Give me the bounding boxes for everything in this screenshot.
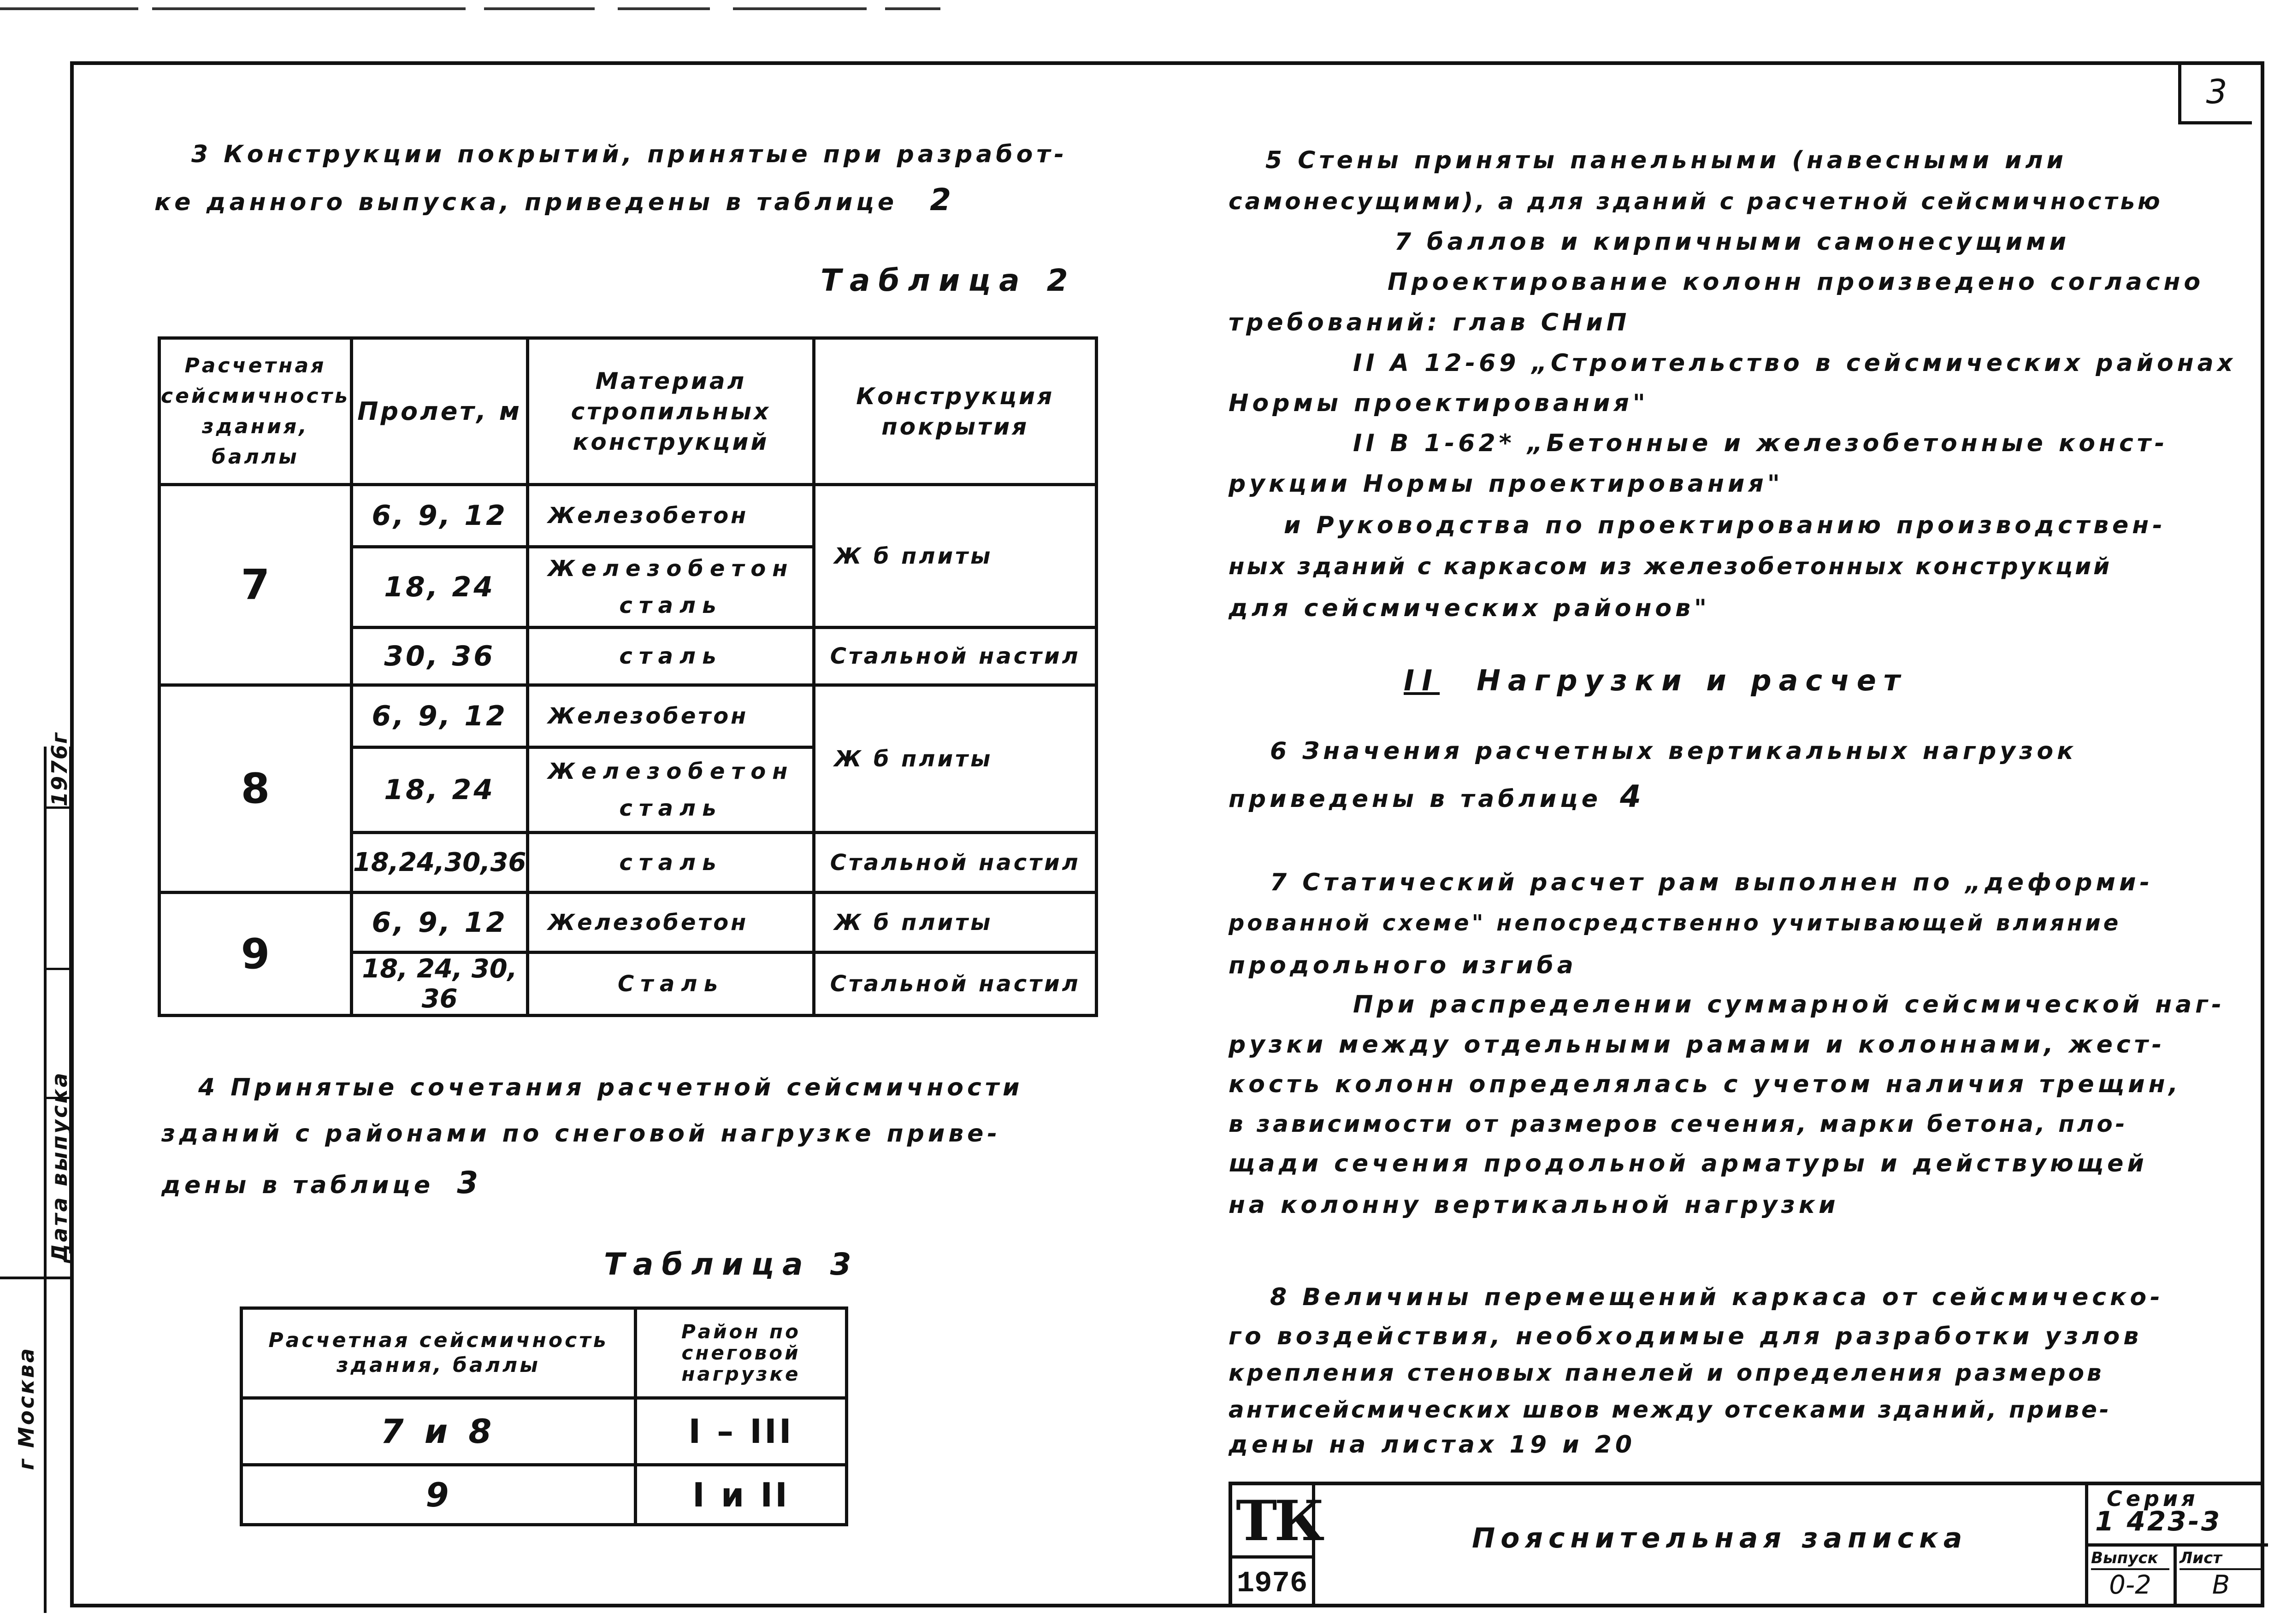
- divider: [2088, 1543, 2268, 1547]
- table-2-material: сталь: [528, 833, 814, 893]
- table-2-cover: Ж б плиты: [814, 893, 1097, 953]
- paragraph-8-line-1: 8 Величины перемещений каркаса от сейсмическо-: [1270, 1283, 2164, 1311]
- table-2-material: Железобетон: [528, 485, 814, 547]
- table-3: [240, 1306, 848, 1526]
- strip-border: [44, 968, 71, 970]
- paragraph-5-line-3: 7 баллов и кирпичными самонесущими: [1394, 228, 2070, 256]
- paragraph-7-line-7: в зависимости от размеров сечения, марки бетона, пло-: [1229, 1111, 2128, 1137]
- paragraph-7-line-1: 7 Статический расчет рам выполнен по „деформи-: [1270, 869, 2154, 896]
- table-2-caption: Таблица 2: [821, 263, 1076, 298]
- table-reference: 2: [930, 182, 951, 218]
- paragraph-4-line-2: зданий с районами по снеговой нагрузке приве-: [161, 1120, 1001, 1147]
- table-2-material: Железобетон: [528, 685, 814, 747]
- paragraph-6-line-1: 6 Значения расчетных вертикальных нагрузок: [1270, 737, 2077, 765]
- document-title: Пояснительная записка: [1472, 1522, 1968, 1554]
- table-2-span: 18, 24: [351, 747, 528, 833]
- table-2-material: Железобетон сталь: [528, 547, 814, 628]
- table-2-material: Сталь: [528, 953, 814, 1016]
- table-2-cover: Ж б плиты: [814, 685, 1097, 833]
- strip-border: [44, 747, 47, 1613]
- table-3-caption: Таблица 3: [604, 1247, 860, 1282]
- paragraph-7-line-3: продольного изгиба: [1229, 952, 1577, 979]
- title-block-series-cell: [2085, 1485, 2268, 1607]
- stamp-year: 1976: [1232, 1555, 1312, 1609]
- paragraph-6-line-2: приведены в таблице 4: [1229, 779, 1641, 814]
- strip-border: [0, 1277, 72, 1279]
- tk-logo: ТК: [1236, 1489, 1322, 1553]
- paragraph-5-line-11: ных зданий с каркасом из железобетонных конструкций: [1229, 553, 2112, 580]
- top-border-dash: [0, 7, 138, 10]
- sheet-label: Лист: [2180, 1549, 2222, 1567]
- table-2-span: 18, 24: [351, 547, 528, 628]
- paragraph-5-line-5: требований: глав СНиП: [1229, 309, 1630, 336]
- side-registration-strip: [0, 731, 83, 1613]
- table-2-cover: Стальной настил: [814, 953, 1097, 1016]
- table-2-score-7: 7: [159, 485, 352, 685]
- table-2-span: 18, 24, 30, 36: [351, 953, 528, 1016]
- table-2-cover: Ж б плиты: [814, 485, 1097, 628]
- table-2-cover: Стальной настил: [814, 628, 1097, 685]
- table-2-material: Железобетон сталь: [528, 747, 814, 833]
- table-2-span: 30, 36: [351, 628, 528, 685]
- paragraph-5-line-8: II В 1-62* „Бетонные и железобетонные конст-: [1353, 430, 2168, 457]
- paragraph-7-line-8: щади сечения продольной арматуры и действующей: [1229, 1150, 2148, 1177]
- city: г Москва: [14, 1346, 39, 1470]
- paragraph-5-line-1: 5 Стены приняты панельными (навесными или: [1265, 147, 2067, 174]
- top-border-dash: [618, 7, 710, 10]
- table-2-score-8: 8: [159, 685, 352, 893]
- series-label: Серия: [2107, 1486, 2199, 1511]
- table-2-span: 6, 9, 12: [351, 893, 528, 953]
- paragraph-8-line-4: антисейсмических швов между отсеками зданий, приве-: [1229, 1396, 2111, 1423]
- table-3-region: I – III: [635, 1398, 846, 1465]
- paragraph-7-line-9: на колонну вертикальной нагрузки: [1229, 1191, 1839, 1219]
- table-2-header-cover: Конструкция покрытия: [814, 338, 1097, 485]
- table-2-cover: Стальной настил: [814, 833, 1097, 893]
- table-reference: 3: [457, 1165, 478, 1200]
- paragraph-3-line-2: ке данного выпуска, приведены в таблице 2: [154, 182, 951, 218]
- paragraph-7-line-4: При распределении суммарной сейсмической наг-: [1353, 991, 2225, 1018]
- paragraph-3-line-1: 3 Конструкции покрытий, принятые при разработ-: [191, 141, 1068, 168]
- table-3-header-seismic: Расчетная сейсмичность здания, баллы: [242, 1308, 636, 1398]
- paragraph-7-line-2: рованной схеме" непосредственно учитывающей влияние: [1229, 910, 2121, 936]
- table-2-header-seismic: Расчетная сейсмичность здания, баллы: [159, 338, 352, 485]
- table-3-region: I и II: [635, 1465, 846, 1525]
- strip-border: [44, 806, 71, 809]
- paragraph-8-line-2: го воздействия, необходимые для разработки узлов: [1229, 1323, 2143, 1350]
- top-border-dash: [484, 7, 595, 10]
- table-2-material: сталь: [528, 628, 814, 685]
- table-2-header-span: Пролет, м: [351, 338, 528, 485]
- table-3-score: 7 и 8: [242, 1398, 636, 1465]
- section-heading: II Нагрузки и расчет: [1404, 664, 1908, 697]
- top-border-dash: [885, 7, 940, 10]
- table-3-header-region: Район по снеговой нагрузке: [635, 1308, 846, 1398]
- divider: [2174, 1543, 2177, 1607]
- sheet-value: В: [2180, 1568, 2262, 1600]
- issue-label: Выпуск: [2091, 1549, 2158, 1567]
- top-border-dash: [152, 7, 466, 10]
- paragraph-7-line-6: кость колонн определялась с учетом наличия трещин,: [1229, 1071, 2182, 1098]
- paragraph-8-line-5: дены на листах 19 и 20: [1229, 1431, 1636, 1459]
- table-2-header-material: Материал стропильных конструкций: [528, 338, 814, 485]
- sheet-number: 3: [2178, 65, 2252, 124]
- paragraph-5-line-9: рукции Нормы проектирования": [1229, 470, 1784, 498]
- paragraph-8-line-3: крепления стеновых панелей и определения размеров: [1229, 1359, 2104, 1386]
- release-date-label: Дата выпуска: [47, 1071, 72, 1263]
- table-3-score: 9: [242, 1465, 636, 1525]
- paragraph-5-line-2: самонесущими), а для зданий с расчетной сейсмичностью: [1229, 188, 2163, 215]
- paragraph-5-line-10: и Руководства по проектированию производствен-: [1284, 512, 2166, 539]
- title-block: [1229, 1482, 2264, 1607]
- top-border-dash: [733, 7, 867, 10]
- table-2-span: 6, 9, 12: [351, 485, 528, 547]
- table-2-material: Железобетон: [528, 893, 814, 953]
- paragraph-5-line-12: для сейсмических районов": [1229, 594, 1711, 622]
- title-block-logo-cell: [1232, 1485, 1322, 1607]
- table-2-span: 6, 9, 12: [351, 685, 528, 747]
- table-2: [158, 336, 1098, 1017]
- release-year: 1976г: [47, 731, 72, 806]
- table-2-span: 18,24,30,36: [351, 833, 528, 893]
- paragraph-5-line-7: Нормы проектирования": [1229, 389, 1649, 417]
- table-reference: 4: [1619, 779, 1641, 814]
- series-value: 1 423-3: [2095, 1506, 2222, 1537]
- issue-value: 0-2: [2091, 1568, 2169, 1600]
- table-2-score-9: 9: [159, 893, 352, 1016]
- paragraph-5-line-4: Проектирование колонн произведено согласно: [1388, 268, 2204, 296]
- paragraph-4-line-1: 4 Принятые сочетания расчетной сейсмичности: [198, 1074, 1023, 1101]
- paragraph-5-line-6: II А 12-69 „Строительство в сейсмических районах: [1353, 349, 2237, 377]
- paragraph-7-line-5: рузки между отдельными рамами и колоннами, жест-: [1229, 1031, 2166, 1059]
- paragraph-4-line-3: дены в таблице 3: [161, 1165, 478, 1200]
